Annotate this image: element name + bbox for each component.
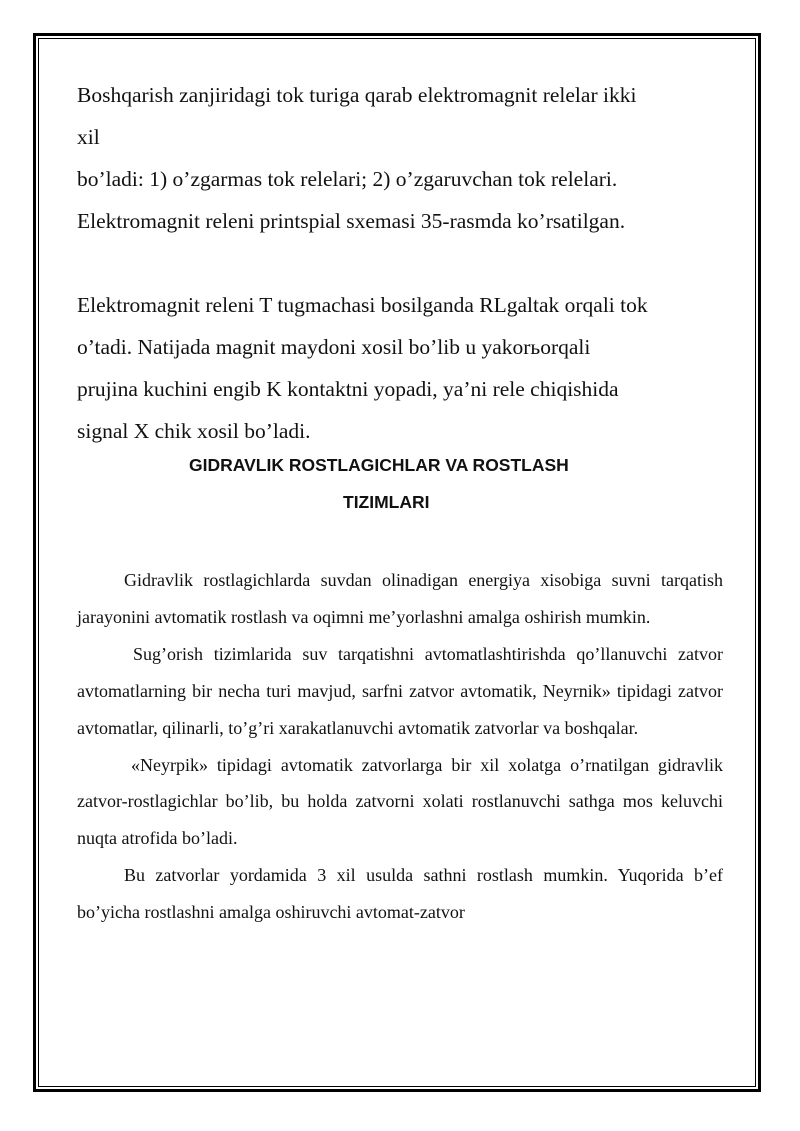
body-paragraph: Gidravlik rostlagichlarda suvdan olinadigan energiya xisobiga suvni tarqatish jarayonini avtomatik rostlash va oqimni me’yorlashni amalga oshirish mumkin.	[77, 570, 723, 627]
intro-line: o’tadi. Natijada magnit maydoni xosil bo’lib u yakorьorqali	[77, 335, 591, 359]
intro-line: prujina kuchini engib K kontaktni yopadi, ya’ni rele chiqishida	[77, 377, 619, 401]
intro-section	[77, 74, 737, 452]
body-paragraph: Bu zatvorlar yordamida 3 xil usulda sathni rostlash mumkin. Yuqorida b’ef bo’yicha rostlashni amalga oshiruvchi avtomat-zatvor	[77, 865, 723, 923]
intro-line: Boshqarish zanjiridagi tok turiga qarab elektromagnit relelar ikki	[77, 83, 637, 107]
intro-line: xil	[77, 125, 100, 149]
body-section	[77, 562, 723, 931]
paragraph-gap	[77, 242, 737, 284]
body-paragraph: Sug’orish tizimlarida suv tarqatishni avtomatlashtirishda qo’llanuvchi zatvor avtomatlarning bir necha turi mavjud, sarfni zatvor avtomatik, Neyrnik» tipidagi zatvor avtomatlar, qilinarli, to’g’ri xarakatlanuvchi avtomatik zatvorlar va boshqalar.	[77, 643, 723, 738]
intro-line: Elektromagnit releni T tugmachasi bosilganda RLgaltak orqali tok	[77, 293, 648, 317]
section-heading: GIDRAVLIK ROSTLAGICHLAR VA ROSTLASH	[189, 455, 569, 475]
intro-line: Elektromagnit releni printspial sxemasi 35-rasmda ko’rsatilgan.	[77, 209, 626, 233]
body-paragraph: «Neyrpik» tipidagi avtomatik zatvorlarga bir xil xolatga o’rnatilgan gidravlik zatvor-rostlagichlar bo’lib, bu holda zatvorni xolati rostlanuvchi sathga mos keluvchi nuqta atrofida bo’ladi.	[77, 754, 723, 849]
section-heading-continued: TIZIMLARI	[343, 492, 430, 512]
intro-line: bo’ladi: 1) o’zgarmas tok relelari; 2) o’zgaruvchan tok relelari.	[77, 167, 618, 191]
intro-line: signal X chik xosil bo’ladi.	[77, 419, 311, 443]
